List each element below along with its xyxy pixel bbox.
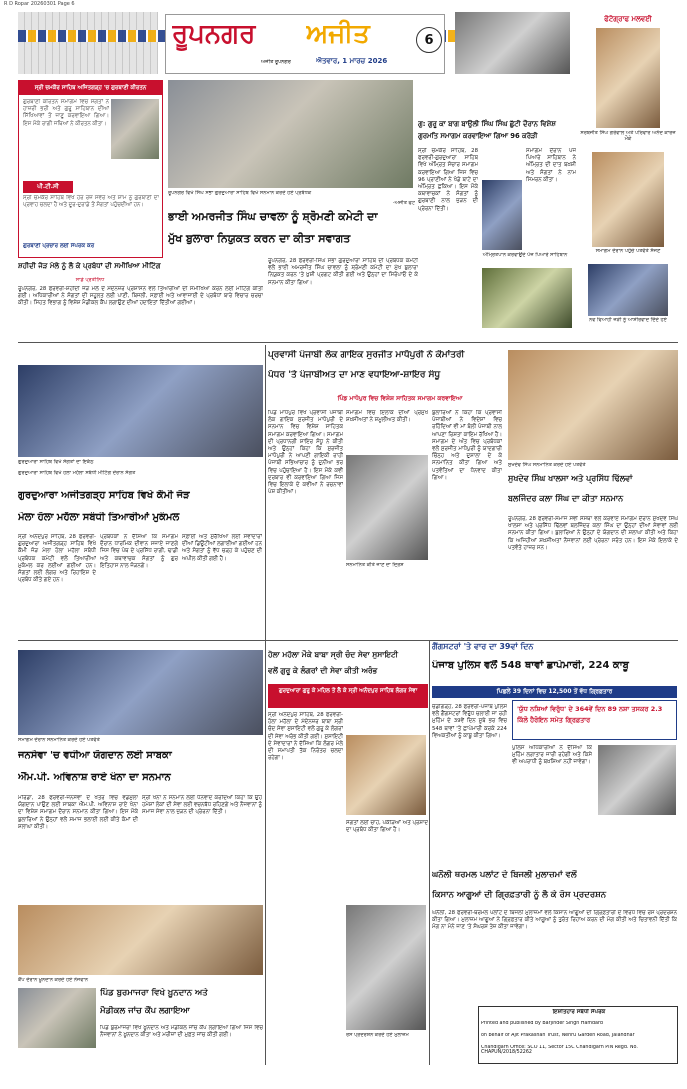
lead-headline-2: ਮੁੱਖ ਬੁਲਾਰਾ ਨਿਯੁਕਤ ਕਰਨ ਦਾ ਕੀਤਾ ਸਵਾਗਤ (168, 232, 351, 245)
hola-body-2: ਸੰਗਤਾਂ ਲਈ ਚਾਹ, ਪਕੌੜਿਆਂ ਅਤੇ ਪ੍ਰਸ਼ਾਦੇ ਦਾ ਪ੍ਰਬੰਧ ਕੀਤਾ ਗਿਆ ਹੈ। (346, 820, 428, 834)
right-top-photo (482, 180, 522, 250)
medical-body: ਪਿੰਡ ਬੁਰਮਾਜਰਾ ਵਿਖੇ ਖ਼ੂਨਦਾਨ ਅਤੇ ਮੈਡੀਕਲ ਜਾਂਚ ਕੈਂਪ ਲਗਾਇਆ ਗਿਆ ਜਿਸ ਵਿਚ ਨੌਜਵਾਨਾਂ ਨੇ ਖ਼ੂਨਦਾਨ ਕੀਤਾ ਅਤੇ ਮਰੀਜ਼ਾਂ ਦੀ ਮੁਫ਼ਤ ਜਾਂਚ ਕੀਤੀ ਗਈ। (100, 1025, 263, 1039)
far-right-caption-1: ਸਰਬਜੀਤ ਸਿੰਘ ਗਰੇਵਾਲ ਅਤੇ ਪਰਿਵਾਰ ਅਨੰਦ ਕਾਰਜ ਮੌਕੇ (580, 130, 676, 143)
surjit-body-1: ਪਿੰਡ ਮਾਧੋਪੁਰ ਵਿਖੇ ਪ੍ਰਵਾਸੀ ਪੰਜਾਬੀ ਲੋਕ ਗਾਇਕ ਸੁਰਜੀਤ ਮਾਧੋਪੁਰੀ ਦੇ ਸਨਮਾਨ ਵਿਚ ਵਿਸ਼ੇਸ਼ ਸਾਹਿਤਕ ਸਮਾਗਮ ਕਰਵਾਇਆ ਗਿਆ। ਸਮਾਗਮ ਦੀ ਪ੍ਰਧਾਨਗੀ ਸ਼ਾਇਰ ਸੰਧੂ ਨੇ ਕੀਤੀ ਅਤੇ ਉਨ੍ਹਾਂ ਕਿਹਾ ਕਿ ਸੁਰਜੀਤ ਮਾਧੋਪੁਰੀ ਨੇ ਆਪਣੀ ਗਾਇਕੀ ਰਾਹੀਂ ਪੰਜਾਬੀ ਸਭਿਆਚਾਰ ਨੂੰ ਦੁਨੀਆ ਭਰ ਵਿਚ ਪਹੁੰਚਾਇਆ ਹੈ। ਇਸ ਮੌਕੇ ਕਵੀ ਦਰਬਾਰ ਵੀ ਕਰਵਾਇਆ ਗਿਆ ਜਿਸ ਵਿਚ ਇਲਾਕੇ ਦੇ ਕਵੀਆਂ ਨੇ ਰਚਨਾਵਾਂ ਪੇਸ਼ ਕੀਤੀਆਂ। (268, 410, 343, 496)
lead-body: ਰੂਪਨਗਰ, 28 ਫਰਵਰੀ-ਸਿੰਘ ਸਭਾ ਗੁਰਦੁਆਰਾ ਸਾਹਿਬ ਦੀ ਪ੍ਰਬੰਧਕ ਕਮੇਟੀ ਵਲੋਂ ਭਾਈ ਅਮਰਜੀਤ ਸਿੰਘ ਚਾਵਲਾ ਨੂੰ ਸ਼੍ਰੋਮਣੀ ਕਮੇਟੀ ਦਾ ਮੁੱਖ ਬੁਲਾਰਾ ਨਿਯੁਕਤ ਕਰਨ 'ਤੇ ਖ਼ੁਸ਼ੀ ਪ੍ਰਗਟ ਕੀਤੀ ਗਈ ਅਤੇ ਉਨ੍ਹਾਂ ਦਾ ਸਿਰੋਪਾਓ ਦੇ ਕੇ ਸਨਮਾਨ ਕੀਤਾ ਗਿਆ। (268, 258, 418, 286)
sukhdev-headline-1: ਸੁਖਦੇਵ ਸਿੰਘ ਖਾਲਸਾ ਅਤੇ ਪ੍ਰਸਿੱਧ ਢਿੱਲਵਾਂ (508, 474, 633, 483)
gurdwara-body-3: ਸਫ਼ਾਈ ਅਤੇ ਸੁਰੱਖਿਆ ਲਈ ਸੇਵਾਦਾਰਾਂ ਦੀਆਂ ਡਿਊਟੀਆਂ ਲਗਾਈਆਂ ਗਈਆਂ ਹਨ ਅਤੇ ਸੰਗਤਾਂ ਨੂੰ ਵੱਧ ਚੜ੍ਹ ਕੇ ਪਹੁੰਚਣ ਦੀ ਅਪੀਲ ਕੀਤੀ ਗਈ ਹੈ। (182, 534, 262, 562)
print-slug: R D Ropar 20260301 Page 6 (4, 1, 75, 7)
masthead-right-name: ਅਜੀਤ (306, 19, 370, 49)
top-left-box-text-2: ਸ੍ਰੀ ਚਮਕੌਰ ਸਾਹਿਬ ਵਿਖੇ ਹਰ ਰੋਜ਼ ਸਵੇਰੇ ਅਤੇ ਸ਼ਾਮ ਨੂੰ ਗੁਰਬਾਣੀ ਦਾ ਪ੍ਰਵਾਹ ਚਲਦਾ ਹੈ ਅਤੇ ਦੂਰ-ਦੁਰਾਡੇ ਤੋਂ ਸੰਗਤਾਂ ਪਹੁੰਚਦੀਆਂ ਹਨ। (23, 195, 159, 209)
sukhdev-photo (508, 350, 678, 460)
award-caption: ਸਮਾਗਮ ਦੌਰਾਨ ਸਨਮਾਨਿਤ ਕਰਦੇ ਹੋਏ ਪਤਵੰਤੇ (18, 737, 100, 743)
right-top-caption: ਅੰਮ੍ਰਿਤਪਾਨ ਕਰਵਾਉਂਦੇ ਪੰਜ ਪਿਆਰੇ ਸਾਹਿਬਾਨ (482, 252, 568, 258)
surjit-photo (346, 455, 428, 560)
medical-photo (18, 905, 263, 975)
masthead-subtitle: ਅਜੀਤ ਰੂਪਨਗਰ (261, 59, 291, 65)
far-right-caption-2: ਸਮਾਗਮ ਦੌਰਾਨ ਪਹੁੰਚੇ ਪਤਵੰਤੇ ਸੱਜਣ (595, 248, 661, 254)
surjit-headline-2: ਪੱਧਰ 'ਤੇ ਪੰਜਾਬੀਅਤ ਦਾ ਮਾਣ ਵਧਾਇਆ-ਸ਼ਾਇਰ ਸੰਧੂ (268, 370, 441, 380)
masthead-right-photo (455, 12, 570, 74)
top-left-box (18, 80, 163, 258)
police-box-headline: 'ਯੁੱਧ ਨਸ਼ਿਆਂ ਵਿਰੁੱਧ' ਦੇ 364ਵੇਂ ਦਿਨ 89 ਨਸ਼ਾ ਤਸਕਰ 2.3 ਕਿੱਲੋ ਹੈਰੋਇਨ ਸਮੇਤ ਗ੍ਰਿਫ਼ਤਾਰ (517, 705, 663, 724)
hola-headline-2: ਵਲੋਂ ਗੁਰੂ ਕੇ ਲੰਗਰਾਂ ਦੀ ਸੇਵਾ ਕੀਤੀ ਅਰੰਭ (268, 666, 378, 675)
masthead-date: ਐਤਵਾਰ, 1 ਮਾਰਚ 2026 (316, 57, 388, 65)
right-top-photo-2 (482, 268, 572, 328)
surjit-caption: ਸਨਮਾਨਿਤ ਕੀਤੇ ਜਾਣ ਦਾ ਦ੍ਰਿਸ਼ (346, 562, 404, 568)
imprint-title: ਇਸ਼ਤਿਹਾਰ ਸਬੰਧੀ ਸੰਪਰਕ (552, 1009, 606, 1015)
imprint-line-2: on behalf of Ajit Prakashan Trust, Nehru Garden Road, Jalandhar (481, 1033, 635, 1038)
far-right-title: ਫੋਟੋਗ੍ਰਾਫ ਮਲਵਈ (578, 12, 678, 26)
surjit-body-3: ਬੁਲਾਰਿਆਂ ਨੇ ਕਿਹਾ ਕਿ ਪ੍ਰਵਾਸੀ ਪੰਜਾਬੀਆਂ ਨੇ ਵਿਦੇਸ਼ਾਂ ਵਿਚ ਰਹਿੰਦਿਆਂ ਵੀ ਮਾਂ ਬੋਲੀ ਪੰਜਾਬੀ ਨਾਲ ਆਪਣਾ ਰਿਸ਼ਤਾ ਕਾਇਮ ਰੱਖਿਆ ਹੈ। ਸਮਾਗਮ ਦੇ ਅੰਤ ਵਿਚ ਪ੍ਰਬੰਧਕਾਂ ਵਲੋਂ ਸੁਰਜੀਤ ਮਾਧੋਪੁਰੀ ਨੂੰ ਯਾਦਗਾਰੀ ਚਿੰਨ੍ਹ ਅਤੇ ਦੁਸ਼ਾਲਾ ਦੇ ਕੇ ਸਨਮਾਨਿਤ ਕੀਤਾ ਗਿਆ ਅਤੇ ਪਤਵੰਤਿਆਂ ਦਾ ਧੰਨਵਾਦ ਕੀਤਾ ਗਿਆ। (432, 410, 502, 481)
surjit-kicker: ਪਿੰਡ ਮਾਧੋਪੁਰ ਵਿਚ ਵਿਸ਼ੇਸ਼ ਸਾਹਿਤਕ ਸਮਾਗਮ ਕਰਵਾਇਆ (310, 393, 490, 405)
medical-caption: ਕੈਂਪ ਦੌਰਾਨ ਖ਼ੂਨਦਾਨ ਕਰਦੇ ਹੋਏ ਨੌਜਵਾਨ (18, 977, 89, 983)
band-photo-caption: ਗੁਰਦੁਆਰਾ ਸਾਹਿਬ ਵਿਖੇ ਸੰਗਤਾਂ ਦਾ ਇਕੱਠ (18, 459, 94, 465)
farmers-photo (346, 905, 426, 1030)
row-rule (18, 640, 678, 641)
masthead (165, 14, 445, 74)
gurdwara-body-2: ਪ੍ਰਬੰਧਕਾਂ ਨੇ ਦੱਸਿਆ ਕਿ ਸਮਾਗਮ ਦੌਰਾਨ ਧਾਰਮਿਕ ਦੀਵਾਨ ਸਜਾਏ ਜਾਣਗੇ ਜਿਸ ਵਿਚ ਪੰਥ ਦੇ ਪ੍ਰਸਿੱਧ ਰਾਗੀ, ਢਾਡੀ ਅਤੇ ਕਥਾਵਾਚਕ ਸੰਗਤਾਂ ਨੂੰ ਗੁਰ ਇਤਿਹਾਸ ਨਾਲ ਜੋੜਨਗੇ। (100, 534, 178, 569)
band-photo (18, 365, 263, 457)
gurdwara-headline-1: ਗੁਰਦੁਆਰਾ ਅਜੀਤਗੜ੍ਹ ਸਾਹਿਬ ਵਿਖੇ ਕੌਮੀ ਜੋੜ (18, 490, 190, 501)
award-body-1: ਮੋਰਿੰਡਾ, 28 ਫਰਵਰੀ-ਜਨਸੇਵਾ ਦੇ ਖੇਤਰ ਵਿਚ ਵਡਮੁੱਲਾ ਯੋਗਦਾਨ ਪਾਉਣ ਲਈ ਸਾਬਕਾ ਐੱਮ.ਪੀ. ਅਵਿਨਾਸ਼ ਰਾਏ ਖੰਨਾ ਦਾ ਵਿਸ਼ੇਸ਼ ਸਮਾਗਮ ਦੌਰਾਨ ਸਨਮਾਨ ਕੀਤਾ ਗਿਆ। ਇਸ ਮੌਕੇ ਬੁਲਾਰਿਆਂ ਨੇ ਉਨ੍ਹਾਂ ਵਲੋਂ ਸਮਾਜ ਭਲਾਈ ਲਈ ਕੀਤੇ ਕੰਮਾਂ ਦੀ ਸ਼ਲਾਘਾ ਕੀਤੀ। (18, 795, 138, 830)
surjit-body-2: ਸਮਾਗਮ ਵਿਚ ਇਲਾਕੇ ਦੀਆਂ ਪ੍ਰਮੁੱਖ ਸ਼ਖ਼ਸੀਅਤਾਂ ਨੇ ਸ਼ਮੂਲੀਅਤ ਕੀਤੀ। (346, 410, 428, 424)
farmers-body: ਘਨੌਲੀ, 28 ਫਰਵਰੀ-ਥਰਮਲ ਪਲਾਂਟ ਦੇ ਬਿਜਲੀ ਮੁਲਾਜ਼ਮਾਂ ਵਲੋਂ ਕਿਸਾਨ ਆਗੂਆਂ ਦੀ ਗ੍ਰਿਫ਼ਤਾਰੀ ਦੇ ਵਿਰੋਧ ਵਿਚ ਰੋਸ ਪ੍ਰਦਰਸ਼ਨ ਕੀਤਾ ਗਿਆ। ਮੁਲਾਜ਼ਮ ਆਗੂਆਂ ਨੇ ਗ੍ਰਿਫ਼ਤਾਰ ਕੀਤੇ ਆਗੂਆਂ ਨੂੰ ਤੁਰੰਤ ਰਿਹਾਅ ਕਰਨ ਦੀ ਮੰਗ ਕੀਤੀ ਅਤੇ ਚਿਤਾਵਨੀ ਦਿੱਤੀ ਕਿ ਮੰਗ ਨਾ ਮੰਨੇ ਜਾਣ 'ਤੇ ਸੰਘਰਸ਼ ਤੇਜ਼ ਕੀਤਾ ਜਾਵੇਗਾ। (432, 910, 677, 931)
police-box (512, 700, 677, 740)
police-body-1: ਚੰਡੀਗੜ੍ਹ, 28 ਫਰਵਰੀ-ਪੰਜਾਬ ਪੁਲਿਸ ਵਲੋਂ ਗੈਂਗਸਟਰਾਂ ਵਿਰੁੱਧ ਚਲਾਈ ਜਾ ਰਹੀ ਮੁਹਿੰਮ ਦੇ 39ਵੇਂ ਦਿਨ ਸੂਬੇ ਭਰ ਵਿਚ 548 ਥਾਵਾਂ 'ਤੇ ਛਾਪੇਮਾਰੀ ਕਰਕੇ 224 ਵਿਅਕਤੀਆਂ ਨੂੰ ਕਾਬੂ ਕੀਤਾ ਗਿਆ। (432, 704, 507, 739)
farmers-headline-2: ਕਿਸਾਨ ਆਗੂਆਂ ਦੀ ਗ੍ਰਿਫ਼ਤਾਰੀ ਨੂੰ ਲੈ ਕੇ ਰੋਸ ਪ੍ਰਦਰਸ਼ਨ (432, 890, 607, 900)
lead-photo (168, 80, 413, 188)
medical-headline-2: ਮੈਡੀਕਲ ਜਾਂਚ ਕੈਂਪ ਲਗਾਇਆ (100, 1006, 190, 1016)
gurdwara-caption: ਗੁਰਦੁਆਰਾ ਸਾਹਿਬ ਵਿਖੇ ਹੋਲਾ ਮਹੱਲਾ ਸਬੰਧੀ ਮੀਟਿੰਗ ਦੌਰਾਨ ਸੰਗਤ (18, 470, 136, 476)
wedding-photo-3 (588, 264, 668, 316)
award-body-2: ਸ੍ਰੀ ਖੰਨਾ ਨੇ ਸਨਮਾਨ ਲਈ ਧੰਨਵਾਦ ਕਰਦਿਆਂ ਕਿਹਾ ਕਿ ਉਹ ਹਮੇਸ਼ਾਂ ਲੋਕਾਂ ਦੀ ਸੇਵਾ ਲਈ ਵਚਨਬੱਧ ਰਹਿਣਗੇ ਅਤੇ ਨੌਜਵਾਨਾਂ ਨੂੰ ਸਮਾਜ ਸੇਵਾ ਨਾਲ ਜੁੜਨ ਦੀ ਪ੍ਰੇਰਨਾ ਦਿੱਤੀ। (142, 795, 262, 816)
far-right-column (578, 12, 678, 330)
top-left-box-text: ਗੁਰਬਾਣੀ ਕੀਰਤਨ ਸਮਾਗਮ ਵਿਚ ਸੰਗਤਾਂ ਨੇ ਹਾਜ਼ਰੀ ਭਰੀ ਅਤੇ ਗੁਰੂ ਸਾਹਿਬਾਨ ਦੀਆਂ ਸਿੱਖਿਆਵਾਂ ਤੋਂ ਜਾਣੂ ਕਰਵਾਇਆ ਗਿਆ। ਇਸ ਮੌਕੇ ਰਾਗੀ ਜਥਿਆਂ ਨੇ ਕੀਰਤਨ ਕੀਤਾ। (23, 99, 109, 127)
page-number: 6 (416, 27, 442, 53)
right-top-body-2: ਸਮਾਗਮ ਦੌਰਾਨ ਪੰਜ ਪਿਆਰੇ ਸਾਹਿਬਾਨ ਨੇ ਅੰਮ੍ਰਿਤ ਦੀ ਦਾਤ ਬਖ਼ਸ਼ੀ ਅਤੇ ਸੰਗਤਾਂ ਨੇ ਨਾਮ ਸਿਮਰਨ ਕੀਤਾ। (526, 148, 576, 183)
medical-photo-2 (18, 988, 96, 1048)
award-photo (18, 650, 263, 735)
award-headline-1: ਜਨਸੇਵਾ 'ਚ ਵਧੀਆ ਯੋਗਦਾਨ ਲਈ ਸਾਬਕਾ (18, 750, 172, 761)
side-story-tag: ਸਾਡੇ ਪ੍ਰਤੀਨਿਧ (75, 277, 105, 283)
right-top-headline: ਗੁ: ਗੁਰੂ ਕਾ ਬਾਗ ਬਾਉਲੀ ਸਿੰਘ ਸਿੰਘ ਛੁੱਟੀ ਦੌਰਾਨ ਵਿਸ਼ੇਸ਼ ਗੁਰਮਤਿ ਸਮਾਗਮ ਕਰਵਾਇਆ ਗਿਆ 96 ਕਰੋੜੀ (418, 120, 556, 140)
farmers-headline-1: ਘਨੌਲੀ ਥਰਮਲ ਪਲਾਂਟ ਦੇ ਬਿਜਲੀ ਮੁਲਾਜ਼ਮਾਂ ਵਲੋਂ (432, 870, 577, 880)
imprint-line-1: Printed and published by Barjinder Singh Hamdard (481, 1021, 603, 1026)
police-sub: ਪਿਛਲੇ 39 ਦਿਨਾਂ ਵਿਚ 12,500 ਤੋਂ ਵੱਧ ਗ੍ਰਿਫ਼ਤਾਰ (432, 686, 677, 698)
hola-kicker: ਗੁਰਦੁਆਰਾ ਗੁਰੂ ਕੇ ਮਹਿਲ ਤੋਂ ਲੈ ਕੇ ਸ੍ਰੀ ਅਨੰਦਪੁਰ ਸਾਹਿਬ ਲੰਗਰ ਸੇਵਾ (268, 684, 428, 708)
masthead-left-art (18, 12, 158, 74)
police-kicker: ਗੈਂਗਸਟਰਾਂ 'ਤੇ ਵਾਰ ਦਾ 39ਵਾਂ ਦਿਨ (432, 642, 534, 651)
medical-headline-1: ਪਿੰਡ ਬੁਰਮਾਜਰਾ ਵਿਖੇ ਖ਼ੂਨਦਾਨ ਅਤੇ (100, 988, 208, 998)
side-story-headline: ਸ਼ਹੀਦੀ ਜੋੜ ਮੇਲੇ ਨੂੰ ਲੈ ਕੇ ਪ੍ਰਬੰਧਾਂ ਦੀ ਸਮੀਖਿਆ ਮੀਟਿੰਗ (18, 262, 161, 270)
side-story-body: ਰੂਪਨਗਰ, 28 ਫਰਵਰੀ-ਸ਼ਹੀਦੀ ਜੋੜ ਮੇਲੇ ਦੇ ਮੱਦੇਨਜ਼ਰ ਪ੍ਰਸ਼ਾਸਨ ਵਲੋਂ ਤਿਆਰੀਆਂ ਦੀ ਸਮੀਖਿਆ ਕਰਨ ਲਈ ਮੀਟਿੰਗ ਕੀਤੀ ਗਈ। ਅਧਿਕਾਰੀਆਂ ਨੇ ਸੰਗਤਾਂ ਦੀ ਸਹੂਲਤ ਲਈ ਪਾਣੀ, ਬਿਜਲੀ, ਸਫ਼ਾਈ ਅਤੇ ਆਵਾਜਾਈ ਦੇ ਪ੍ਰਬੰਧਾਂ ਬਾਰੇ ਵਿਚਾਰ ਚਰਚਾ ਕੀਤੀ। ਸਿਹਤ ਵਿਭਾਗ ਨੂੰ ਵਿਸ਼ੇਸ਼ ਮੈਡੀਕਲ ਕੈਂਪ ਲਗਾਉਣ ਦੀਆਂ ਹਦਾਇਤਾਂ ਦਿੱਤੀਆਂ ਗਈਆਂ। (18, 286, 263, 307)
top-left-box-tag: ਪੀ.ਟੀ.ਸੀ (23, 181, 73, 193)
gurdwara-headline-2: ਮੇਲਾ ਹੋਲਾ ਮਹੱਲਾ ਸਬੰਧੀ ਤਿਆਰੀਆਂ ਮੁਕੰਮਲ (18, 512, 180, 523)
gurdwara-body-1: ਸ੍ਰੀ ਅਨੰਦਪੁਰ ਸਾਹਿਬ, 28 ਫਰਵਰੀ-ਗੁਰਦੁਆਰਾ ਅਜੀਤਗੜ੍ਹ ਸਾਹਿਬ ਵਿਖੇ ਕੌਮੀ ਜੋੜ ਮੇਲਾ ਹੋਲਾ ਮਹੱਲਾ ਸਬੰਧੀ ਪ੍ਰਬੰਧਕ ਕਮੇਟੀ ਵਲੋਂ ਤਿਆਰੀਆਂ ਮੁਕੰਮਲ ਕਰ ਲਈਆਂ ਗਈਆਂ ਹਨ। ਸੰਗਤਾਂ ਲਈ ਲੰਗਰ ਅਤੇ ਰਿਹਾਇਸ਼ ਦੇ ਪ੍ਰਬੰਧ ਕੀਤੇ ਗਏ ਹਨ। (18, 534, 96, 584)
top-left-box-title: ਸ੍ਰੀ ਚਮਕੌਰ ਸਾਹਿਬ ਅਜਿਤਗੜ੍ਹ 'ਚ ਗੁਰਬਾਣੀ ਕੀਰਤਨ (19, 81, 162, 95)
sukhdev-headline-2: ਬਲਜਿੰਦਰ ਕਲਾ ਸਿੰਘ ਦਾ ਕੀਤਾ ਸਨਮਾਨ (508, 494, 624, 503)
police-body-2: ਪੁਲਿਸ ਅਧਿਕਾਰੀਆਂ ਨੇ ਦੱਸਿਆ ਕਿ ਮੁਹਿੰਮ ਲਗਾਤਾਰ ਜਾਰੀ ਰਹੇਗੀ ਅਤੇ ਕਿਸੇ ਵੀ ਅਪਰਾਧੀ ਨੂੰ ਬਖ਼ਸ਼ਿਆ ਨਹੀਂ ਜਾਵੇਗਾ। (512, 745, 592, 766)
sukhdev-body: ਰੂਪਨਗਰ, 28 ਫਰਵਰੀ-ਸਮਾਜ ਸੇਵੀ ਸੰਸਥਾ ਵਲੋਂ ਕਰਵਾਏ ਸਮਾਗਮ ਦੌਰਾਨ ਸੁਖਦੇਵ ਸਿੰਘ ਖਾਲਸਾ ਅਤੇ ਪ੍ਰਸਿੱਧ ਢਿੱਲਵਾਂ ਬਲਜਿੰਦਰ ਕਲਾ ਸਿੰਘ ਦਾ ਉਨ੍ਹਾਂ ਦੀਆਂ ਸੇਵਾਵਾਂ ਲਈ ਸਨਮਾਨ ਕੀਤਾ ਗਿਆ। ਬੁਲਾਰਿਆਂ ਨੇ ਉਨ੍ਹਾਂ ਦੇ ਯੋਗਦਾਨ ਦੀ ਸ਼ਲਾਘਾ ਕੀਤੀ ਅਤੇ ਕਿਹਾ ਕਿ ਅਜਿਹੀਆਂ ਸ਼ਖ਼ਸੀਅਤਾਂ ਨੌਜਵਾਨਾਂ ਲਈ ਪ੍ਰੇਰਨਾ ਸਰੋਤ ਹਨ। ਇਸ ਮੌਕੇ ਇਲਾਕੇ ਦੇ ਪਤਵੰਤੇ ਹਾਜ਼ਰ ਸਨ। (508, 516, 678, 551)
top-left-box-photo (111, 99, 159, 159)
lead-headline-1: ਭਾਈ ਅਮਰਜੀਤ ਸਿੰਘ ਚਾਵਲਾ ਨੂੰ ਸ਼੍ਰੋਮਣੀ ਕਮੇਟੀ ਦਾ (168, 210, 378, 223)
wedding-photo-2 (592, 152, 664, 247)
police-headline: ਪੰਜਾਬ ਪੁਲਿਸ ਵਲੋਂ 548 ਥਾਵਾਂ ਛਾਪੇਮਾਰੀ, 224 ਕਾਬੂ (432, 660, 629, 671)
farmers-caption: ਰੋਸ ਪ੍ਰਦਰਸ਼ਨ ਕਰਦੇ ਹੋਏ ਮੁਲਾਜ਼ਮ (346, 1032, 409, 1038)
surjit-headline-1: ਪ੍ਰਵਾਸੀ ਪੰਜਾਬੀ ਲੋਕ ਗਾਇਕ ਸੁਰਜੀਤ ਮਾਧੋਪੁਰੀ ਨੇ ਕੌਮਾਂਤਰੀ (268, 350, 465, 360)
hola-photo (346, 735, 426, 815)
column-rule (429, 640, 430, 1065)
hola-body-1: ਸ੍ਰੀ ਅਨੰਦਪੁਰ ਸਾਹਿਬ, 28 ਫਰਵਰੀ-ਹੋਲਾ ਮਹੱਲਾ ਦੇ ਮੱਦੇਨਜ਼ਰ ਬਾਬਾ ਸ੍ਰੀ ਚੰਦ ਸੇਵਾ ਸੁਸਾਇਟੀ ਵਲੋਂ ਗੁਰੂ ਕੇ ਲੰਗਰਾਂ ਦੀ ਸੇਵਾ ਅਰੰਭ ਕੀਤੀ ਗਈ। ਸੁਸਾਇਟੀ ਦੇ ਸੇਵਾਦਾਰਾਂ ਨੇ ਦੱਸਿਆ ਕਿ ਲੰਗਰ ਮੇਲੇ ਦੀ ਸਮਾਪਤੀ ਤੱਕ ਨਿਰੰਤਰ ਚਲਦਾ ਰਹੇਗਾ। (268, 712, 343, 762)
wedding-photo-1 (596, 28, 660, 128)
row-rule (18, 342, 678, 343)
sukhdev-caption: ਸੁਖਦੇਵ ਸਿੰਘ ਸਨਮਾਨਿਤ ਕਰਦੇ ਹੋਏ ਪਤਵੰਤੇ (508, 462, 586, 468)
imprint-box (478, 1006, 678, 1064)
award-headline-2: ਐੱਮ.ਪੀ. ਅਵਿਨਾਸ਼ ਰਾਏ ਖੰਨਾ ਦਾ ਸਨਮਾਨ (18, 772, 171, 783)
column-rule (265, 345, 266, 1065)
masthead-left-name: ਰੂਪਨਗਰ (172, 19, 256, 49)
imprint-line-3: Chandigarh Office: SCO 11, Sector 15C Chandigarh PIN Regd. No. CHAPUN/2018/52262 (481, 1045, 638, 1055)
right-top-body: ਸ੍ਰੀ ਚਮਕੌਰ ਸਾਹਿਬ, 28 ਫਰਵਰੀ-ਗੁਰਦੁਆਰਾ ਸਾਹਿਬ ਵਿਖੇ ਅੰਮ੍ਰਿਤ ਸੰਚਾਰ ਸਮਾਗਮ ਕਰਵਾਇਆ ਗਿਆ ਜਿਸ ਵਿਚ 96 ਪ੍ਰਾਣੀਆਂ ਨੇ ਖੰਡੇ ਬਾਟੇ ਦਾ ਅੰਮ੍ਰਿਤ ਛਕਿਆ। ਇਸ ਮੌਕੇ ਕਥਾਵਾਚਕਾਂ ਨੇ ਸੰਗਤਾਂ ਨੂੰ ਗੁਰਬਾਣੀ ਨਾਲ ਜੁੜਨ ਦੀ ਪ੍ਰੇਰਨਾ ਦਿੱਤੀ। (418, 148, 478, 212)
far-right-caption-3: ਨਵ ਵਿਆਹੀ ਜੋੜੀ ਨੂੰ ਆਸ਼ੀਰਵਾਦ ਦਿੰਦੇ ਹੋਏ (589, 317, 667, 323)
lead-caption: ਰੂਪਨਗਰ ਵਿਖੇ ਸਿੰਘ ਸਭਾ ਗੁਰਦੁਆਰਾ ਸਾਹਿਬ ਵਿਖੇ ਸਨਮਾਨ ਕਰਦੇ ਹੋਏ ਪ੍ਰਬੰਧਕ (168, 190, 312, 196)
top-left-box-footer: ਗੁਰਬਾਣੀ ਪ੍ਰਚਾਰ ਲਈ ਸੰਪਰਕ ਕਰੋ (23, 243, 95, 249)
police-photo (598, 745, 676, 815)
hola-headline-1: ਹੋਲਾ ਮਹੱਲਾ ਮੌਕੇ ਬਾਬਾ ਸ੍ਰੀ ਚੰਦ ਸੇਵਾ ਸੁਸਾਇਟੀ (268, 650, 399, 659)
lead-photo-credit: -ਅਜੀਤ ਫੋਟੋ (392, 200, 415, 206)
